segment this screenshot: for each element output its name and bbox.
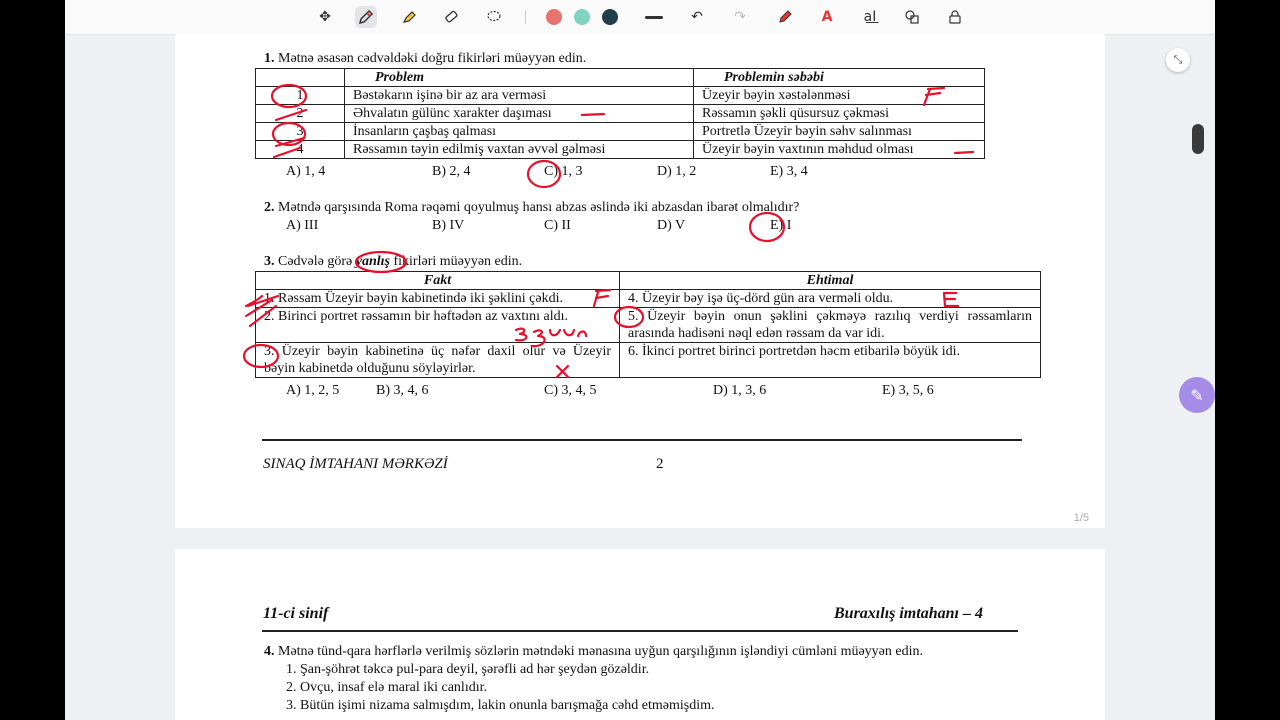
answer-option-d: D) V [657, 218, 686, 233]
move-icon[interactable]: ✥ [319, 9, 331, 25]
page-header-right: Buraxılış imtahanı – 4 [834, 605, 983, 622]
list-item: 2. Ovçu, insaf elə maral iki canlıdır. [286, 680, 487, 695]
color-swatch-teal[interactable] [574, 9, 590, 25]
table-cell: 1. Rəssam Üzeyir bəyin kabinetində iki şəklini çəkdi. [256, 290, 620, 308]
table-row [256, 141, 985, 159]
pen-icon[interactable] [355, 6, 377, 28]
redo-icon[interactable]: ↷ [734, 9, 746, 25]
answer-option-a: A) 1, 4 [286, 164, 326, 179]
text-style-icon[interactable]: A [821, 9, 833, 25]
pen-floating-button[interactable]: ✎ [1179, 377, 1215, 413]
table-header: Ehtimal [620, 272, 1041, 290]
lock-icon[interactable] [944, 6, 966, 28]
table-row [256, 105, 985, 123]
table-header: Problemin səbəbi [694, 69, 985, 87]
table-cell: 2 [256, 105, 345, 123]
answer-option-b: B) 2, 4 [432, 164, 471, 179]
shapes-icon[interactable] [901, 6, 923, 28]
question-3: 3. Cədvələ görə yanlış fikirləri müəyyən edin. [264, 254, 523, 269]
table-header: Fakt [256, 272, 620, 290]
answer-option-b: B) 3, 4, 6 [376, 383, 429, 398]
table-cell: Portretlə Üzeyir bəyin səhv salınması [694, 123, 985, 141]
table-cell: Üzeyir bəyin xəstələnməsi [694, 87, 985, 105]
table-cell: Bəstəkarın işinə bir az ara verməsi [345, 87, 694, 105]
pdf-annotator-app [65, 0, 1215, 720]
table-row [256, 343, 1041, 378]
document-page [175, 549, 1105, 720]
table-header: Problem [345, 69, 694, 87]
q1-table [255, 68, 985, 159]
page-indicator: 1/5 [1073, 512, 1089, 524]
question-1: 1. Mətnə əsasən cədvəldəki doğru fikirləri müəyyən edin. [264, 51, 587, 66]
answer-option-c: C) II [544, 218, 571, 233]
table-cell: 4 [256, 141, 345, 159]
text-insert-icon[interactable]: a͟I [863, 9, 877, 25]
question-2: 2. Mətndə qarşısında Roma rəqəmi qoyulmuş hansı abzas əslində iki abzasdan ibarət olmalıdır? [264, 200, 800, 215]
table-cell: 5. Üzeyir bəyin onun şəklini çəkməyə razılıq verdiyi rəssamların arasında hadisəni nəql edən rəssam da var idi. [620, 308, 1041, 343]
answer-option-c: C) 3, 4, 5 [544, 383, 597, 398]
table-cell: 2. Birinci portret rəssamın bir həftədən az vaxtını aldı. [256, 308, 620, 343]
eraser-icon[interactable] [440, 6, 462, 28]
answer-option-a: A) 1, 2, 5 [286, 383, 340, 398]
marker-icon[interactable] [774, 6, 796, 28]
table-cell: Rəssamın şəkli qüsursuz çəkməsi [694, 105, 985, 123]
footer-page-number: 2 [656, 456, 664, 472]
table-cell: İnsanların çaşbaş qalması [345, 123, 694, 141]
collapse-icon[interactable]: ⤡ [1166, 48, 1190, 72]
document-page [175, 34, 1105, 528]
header-rule [262, 630, 1018, 632]
table-cell: Rəssamın təyin edilmiş vaxtan əvvəl gəlməsi [345, 141, 694, 159]
color-swatch-dark[interactable] [602, 9, 618, 25]
table-cell: 6. İkinci portret birinci portretdən həcm etibarilə böyük idi. [620, 343, 1041, 378]
answer-option-e: E) 3, 4 [770, 164, 808, 179]
table-cell: 3 [256, 123, 345, 141]
table-cell: Əhvalatın gülünc xarakter daşıması [345, 105, 694, 123]
table-cell: 3. Üzeyir bəyin kabinetinə üç nəfər daxil olur və Üzeyir bəyin kabinetdə olduğunu söyləyirlər. [256, 343, 620, 378]
table-header-num [256, 69, 345, 87]
footer-title: SINAQ İMTAHANI MƏRKƏZİ [263, 456, 448, 472]
table-row [256, 308, 1041, 343]
table-cell: Üzeyir bəyin vaxtının məhdud olması [694, 141, 985, 159]
annotation-toolbar [65, 0, 1215, 35]
answer-option-c: C) 1, 3 [544, 164, 583, 179]
page-header-left: 11-ci sinif [263, 605, 329, 622]
question-4: 4. Mətnə tünd-qara hərflərlə verilmiş sözlərin mətndəki mənasına uyğun qarşılığının işləndiyi cümləni müəyyən edin. [264, 644, 923, 659]
scrollbar-handle[interactable] [1192, 124, 1204, 154]
answer-option-e: E) I [770, 218, 792, 233]
undo-icon[interactable]: ↶ [691, 9, 703, 25]
answer-option-b: B) IV [432, 218, 465, 233]
list-item: 1. Şan-şöhrət təkcə pul-para deyil, şərəfli ad hər şeydən gözəldir. [286, 662, 650, 677]
q3-table [255, 271, 1041, 378]
lasso-icon[interactable] [483, 6, 505, 28]
table-cell: 4. Üzeyir bəy işə üç-dörd gün ara verməli oldu. [620, 290, 1041, 308]
toolbar-divider [525, 10, 526, 24]
table-row [256, 123, 985, 141]
answer-option-d: D) 1, 2 [657, 164, 697, 179]
list-item: 3. Bütün işimi nizama salmışdım, lakin onunla barışmağa cəhd etməmişdim. [286, 698, 715, 713]
line-width-icon[interactable] [643, 6, 665, 28]
table-cell: 1 [256, 87, 345, 105]
answer-option-e: E) 3, 5, 6 [882, 383, 934, 398]
table-row [256, 87, 985, 105]
table-row [256, 290, 1041, 308]
highlighter-icon[interactable] [398, 6, 420, 28]
color-swatch-red[interactable] [546, 9, 562, 25]
answer-option-d: D) 1, 3, 6 [713, 383, 767, 398]
answer-option-a: A) III [286, 218, 319, 233]
footer-rule [262, 439, 1022, 441]
